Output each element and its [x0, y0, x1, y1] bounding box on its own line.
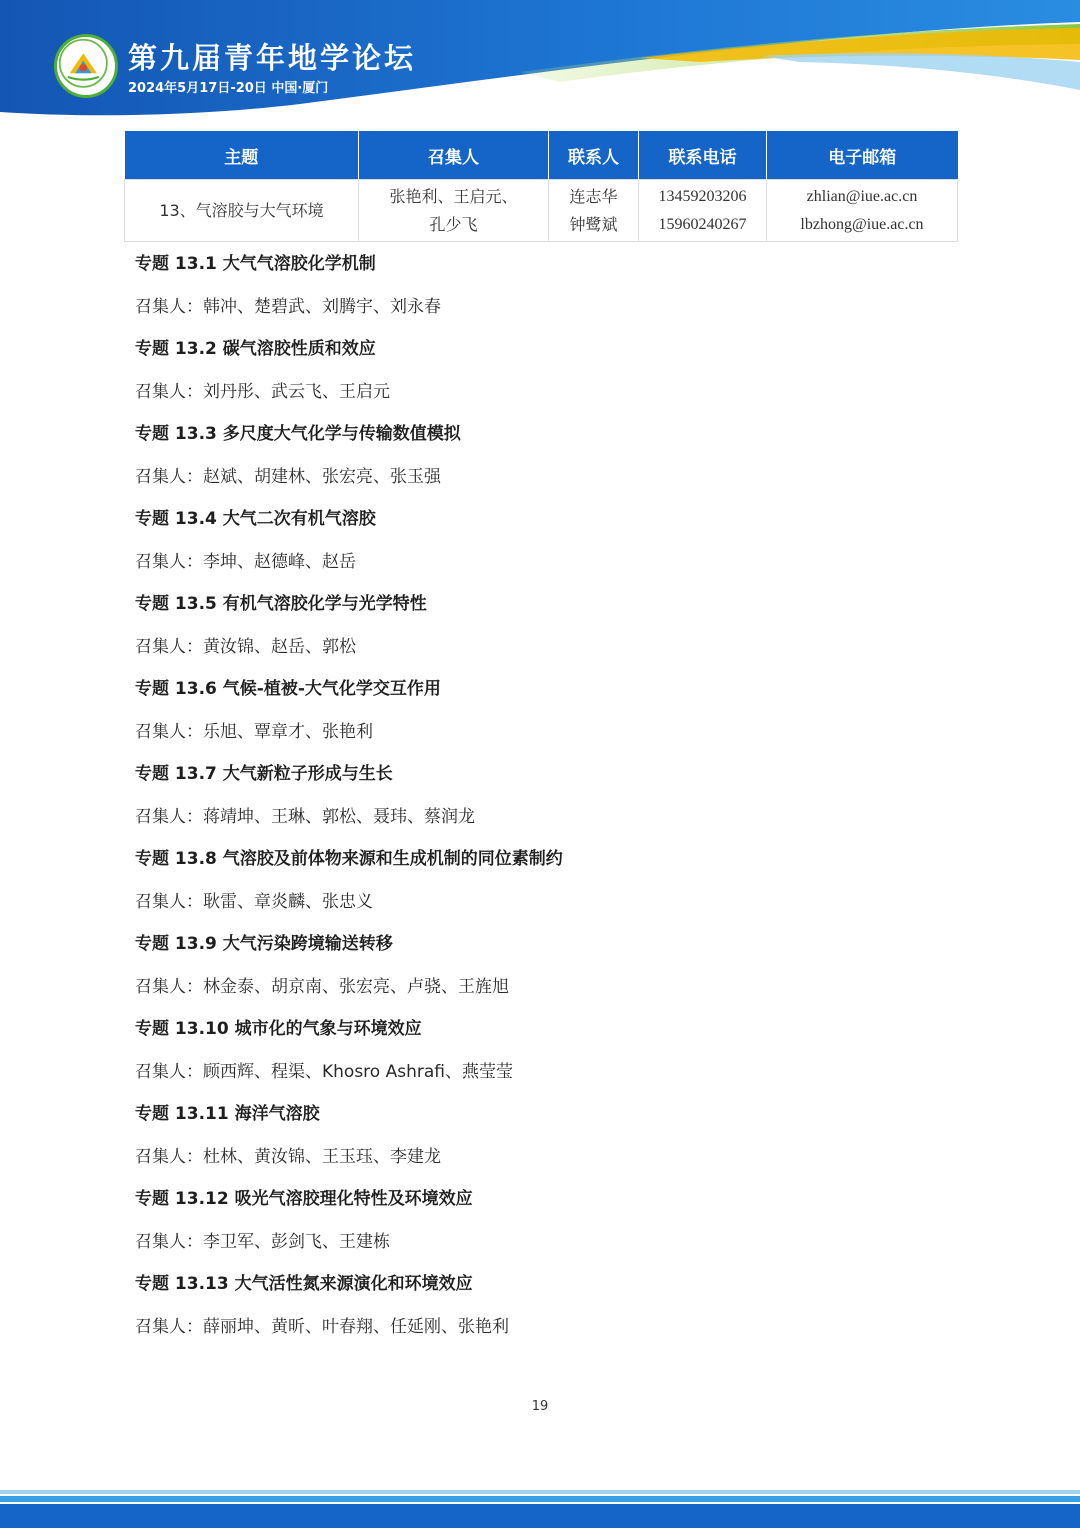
- theme-info-table: [124, 131, 958, 242]
- topic-title: 专题 13.5 有机气溶胶化学与光学特性: [135, 594, 427, 614]
- header-theme: 主题: [125, 131, 359, 180]
- topic-conveners: 召集人：顾西辉、程渠、Khosro Ashrafi、燕莹莹: [135, 1061, 513, 1082]
- cell-theme: 13、气溶胶与大气环境: [125, 180, 359, 242]
- cell-conveners: [359, 180, 549, 242]
- header-phone: 联系电话: [639, 131, 767, 180]
- topic-title: 专题 13.4 大气二次有机气溶胶: [135, 509, 376, 529]
- cell-phones: [639, 180, 767, 242]
- table-row: [125, 180, 958, 242]
- topic-conveners: 召集人：黄汝锦、赵岳、郭松: [135, 636, 356, 657]
- topic-list: [135, 249, 955, 1354]
- topic-conveners: 召集人：李卫军、彭剑飞、王建栋: [135, 1231, 390, 1252]
- topic-title: 专题 13.8 气溶胶及前体物来源和生成机制的同位素制约: [135, 849, 563, 869]
- topic-conveners: 召集人：乐旭、覃章才、张艳利: [135, 721, 373, 742]
- cell-emails: [767, 180, 958, 242]
- topic-title: 专题 13.3 多尺度大气化学与传输数值模拟: [135, 424, 461, 444]
- header-conveners: 召集人: [359, 131, 549, 180]
- topic-conveners: 召集人：耿雷、章炎麟、张忠义: [135, 891, 373, 912]
- table-header-row: [125, 131, 958, 180]
- phone-1: 13459203206: [658, 187, 747, 205]
- cell-contacts: [549, 180, 639, 242]
- conveners-line-1: 张艳利、王启元、: [389, 186, 518, 206]
- topic-title: 专题 13.6 气候-植被-大气化学交互作用: [135, 679, 441, 699]
- topic-title: 专题 13.13 大气活性氮来源演化和环境效应: [135, 1274, 473, 1294]
- header-email: 电子邮箱: [767, 131, 958, 180]
- topic-conveners: 召集人：刘丹彤、武云飞、王启元: [135, 381, 390, 402]
- topic-conveners: 召集人：赵斌、胡建林、张宏亮、张玉强: [135, 466, 441, 487]
- topic-conveners: 召集人：薛丽坤、黄昕、叶春翔、任延刚、张艳利: [135, 1316, 509, 1337]
- email-1[interactable]: zhlian@iue.ac.cn: [806, 187, 918, 205]
- contact-1: 连志华: [569, 186, 618, 206]
- topic-title: 专题 13.2 碳气溶胶性质和效应: [135, 339, 376, 359]
- topic-title: 专题 13.10 城市化的气象与环境效应: [135, 1019, 422, 1039]
- topic-conveners: 召集人：李坤、赵德峰、赵岳: [135, 551, 356, 572]
- topic-conveners: 召集人：林金泰、胡京南、张宏亮、卢骁、王旌旭: [135, 976, 509, 997]
- topic-title: 专题 13.1 大气气溶胶化学机制: [135, 254, 376, 274]
- footer-stripes: [0, 1490, 1080, 1528]
- conference-logo: [54, 34, 118, 98]
- topic-title: 专题 13.9 大气污染跨境输送转移: [135, 934, 393, 954]
- page-number: 19: [531, 1399, 549, 1414]
- topic-title: 专题 13.12 吸光气溶胶理化特性及环境效应: [135, 1189, 473, 1209]
- email-2[interactable]: lbzhong@iue.ac.cn: [800, 215, 924, 233]
- topic-conveners: 召集人：杜林、黄汝锦、王玉珏、李建龙: [135, 1146, 441, 1167]
- topic-conveners: 召集人：韩冲、楚碧武、刘腾宇、刘永春: [135, 296, 441, 317]
- contact-2: 钟鹭斌: [569, 214, 618, 234]
- phone-2: 15960240267: [658, 215, 747, 233]
- topic-conveners: 召集人：蒋靖坤、王琳、郭松、聂玮、蔡润龙: [135, 806, 475, 827]
- topic-title: 专题 13.11 海洋气溶胶: [135, 1104, 320, 1124]
- header-contact: 联系人: [549, 131, 639, 180]
- conference-title: 第九届青年地学论坛: [128, 41, 417, 75]
- topic-title: 专题 13.7 大气新粒子形成与生长: [135, 764, 393, 784]
- conveners-line-2: 孔少飞: [429, 214, 478, 234]
- conference-date-location: 2024年5月17日-20日 中国·厦门: [128, 81, 329, 96]
